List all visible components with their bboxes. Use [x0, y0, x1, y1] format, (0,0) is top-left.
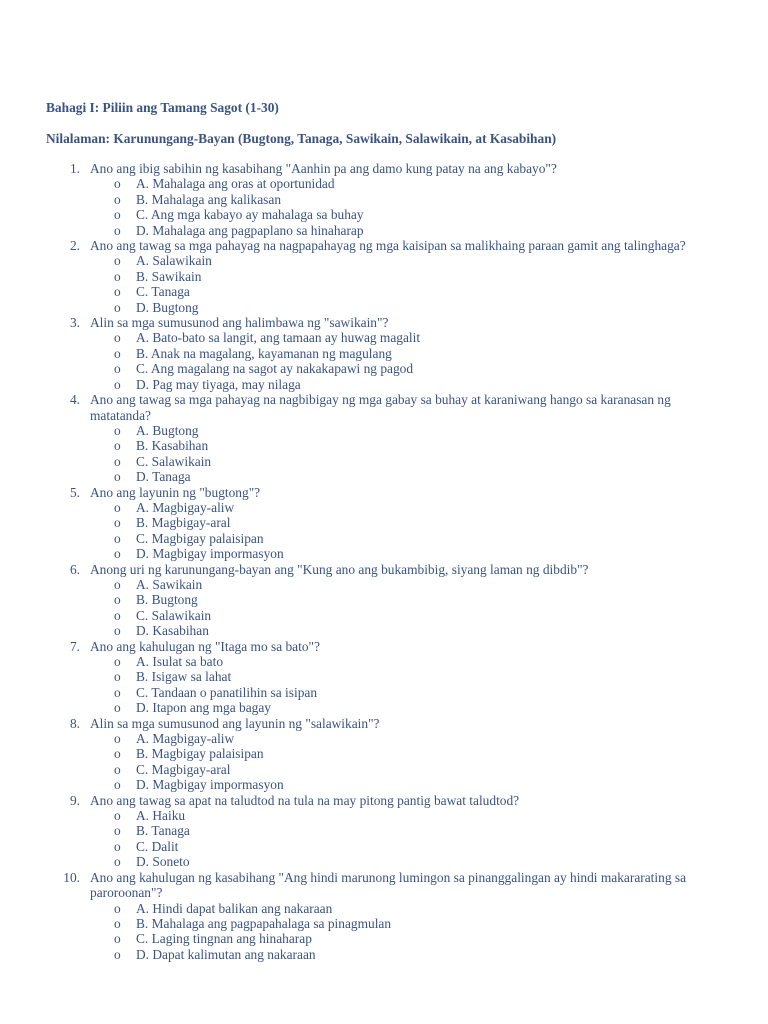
circle-bullet-icon: o [114, 761, 121, 777]
choice-item [90, 654, 690, 669]
choice-item [90, 361, 690, 376]
choice-item [90, 931, 690, 946]
question-number: 10. [63, 869, 80, 885]
choice-text: A. Magbigay-aliw [136, 731, 235, 747]
choice-item [90, 438, 690, 453]
choice-item [90, 777, 690, 792]
choice-list [90, 577, 690, 639]
question-text: Alin sa mga sumusunod ang layunin ng "salawikain"? [90, 715, 380, 731]
question-number: 3. [69, 315, 80, 331]
choice-text: C. Tandaan o panatilihin sa isipan [136, 684, 318, 700]
circle-bullet-icon: o [114, 823, 121, 839]
circle-bullet-icon: o [114, 623, 121, 639]
choice-text: D. Itapon ang mga bagay [136, 700, 271, 716]
choice-text: A. Bato-bato sa langit, ang tamaan ay huwag magalit [136, 330, 421, 346]
choice-text: B. Mahalaga ang kalikasan [136, 191, 282, 207]
choice-item [90, 346, 690, 361]
choice-item [90, 669, 690, 684]
circle-bullet-icon: o [114, 330, 121, 346]
choice-list [90, 731, 690, 793]
question-number: 1. [69, 161, 80, 176]
choice-text: B. Sawikain [136, 268, 202, 284]
choice-item [90, 823, 690, 838]
choice-text: A. Bugtong [136, 422, 199, 438]
choice-text: C. Salawikain [136, 607, 212, 623]
circle-bullet-icon: o [114, 299, 121, 315]
circle-bullet-icon: o [114, 746, 121, 762]
choice-item [90, 330, 690, 345]
choice-item [90, 608, 690, 623]
choice-list [90, 808, 690, 870]
choice-item [90, 592, 690, 607]
choice-text: C. Ang magalang na sagot ay nakakapawi ng pagod [136, 361, 414, 377]
question-number: 5. [69, 484, 80, 500]
circle-bullet-icon: o [114, 931, 121, 947]
circle-bullet-icon: o [114, 546, 121, 562]
question-item [0, 238, 690, 315]
choice-text: A. Hindi dapat balikan ang nakaraan [136, 900, 333, 916]
choice-text: A. Isulat sa bato [136, 654, 224, 669]
question-number: 2. [69, 238, 80, 254]
circle-bullet-icon: o [114, 268, 121, 284]
choice-text: A. Sawikain [136, 576, 203, 592]
circle-bullet-icon: o [114, 284, 121, 300]
choice-text: A. Haiku [136, 808, 186, 824]
choice-item [90, 947, 690, 962]
choice-text: A. Mahalaga ang oras at oportunidad [136, 176, 335, 192]
question-text: Ano ang tawag sa apat na taludtod na tula na may pitong pantig bawat taludtod? [90, 792, 520, 808]
circle-bullet-icon: o [114, 946, 121, 962]
choice-list [90, 654, 690, 716]
circle-bullet-icon: o [114, 576, 121, 592]
circle-bullet-icon: o [114, 915, 121, 931]
circle-bullet-icon: o [114, 453, 121, 469]
choice-text: C. Tanaga [136, 284, 190, 300]
choice-item [90, 700, 690, 715]
choice-text: D. Bugtong [136, 299, 199, 315]
choice-list [90, 253, 690, 315]
choice-item [90, 192, 690, 207]
circle-bullet-icon: o [114, 176, 121, 192]
question-text: Ano ang tawag sa mga pahayag na nagpapahayag ng mga kaisipan sa malikhaing paraan gamit ang talinghaga? [90, 238, 686, 254]
circle-bullet-icon: o [114, 777, 121, 793]
choice-text: D. Soneto [136, 854, 190, 870]
question-item [0, 716, 690, 793]
choice-item [90, 901, 690, 916]
circle-bullet-icon: o [114, 854, 121, 870]
choice-item [90, 839, 690, 854]
question-number: 6. [69, 561, 80, 577]
choice-item [90, 284, 690, 299]
choice-text: D. Magbigay impormasyon [136, 777, 284, 793]
choice-item [90, 577, 690, 592]
circle-bullet-icon: o [114, 345, 121, 361]
circle-bullet-icon: o [114, 222, 121, 238]
question-item [0, 315, 690, 392]
choice-text: D. Pag may tiyaga, may nilaga [136, 376, 301, 392]
choice-text: C. Laging tingnan ang hinaharap [136, 931, 312, 947]
choice-item [90, 423, 690, 438]
choice-item [90, 854, 690, 869]
circle-bullet-icon: o [114, 499, 121, 515]
question-text: Alin sa mga sumusunod ang halimbawa ng "sawikain"? [90, 315, 389, 331]
choice-text: B. Mahalaga ang pagpapahalaga sa pinagmulan [136, 915, 392, 931]
choice-item [90, 762, 690, 777]
choice-item [90, 176, 690, 191]
choice-text: D. Mahalaga ang pagpaplano sa hinaharap [136, 222, 364, 238]
part-title: Bahagi I: Piliin ang Tamang Sagot (1-30) [46, 100, 279, 115]
choice-text: D. Kasabihan [136, 623, 209, 639]
choice-item [90, 515, 690, 530]
question-text: Ano ang kahulugan ng "Itaga mo sa bato"? [90, 638, 320, 654]
choice-item [90, 808, 690, 823]
question-item [0, 161, 690, 238]
circle-bullet-icon: o [114, 253, 121, 269]
question-item [0, 793, 690, 870]
choice-text: D. Magbigay impormasyon [136, 546, 284, 562]
circle-bullet-icon: o [114, 592, 121, 608]
question-text: Anong uri ng karunungang-bayan ang "Kung ano ang bukambibig, siyang laman ng dibdib"? [90, 561, 589, 577]
circle-bullet-icon: o [114, 438, 121, 454]
question-number: 8. [69, 715, 80, 731]
choice-text: A. Magbigay-aliw [136, 499, 235, 515]
choice-list [90, 176, 690, 238]
choice-item [90, 269, 690, 284]
choice-text: C. Dalit [136, 838, 179, 854]
choice-item [90, 253, 690, 268]
circle-bullet-icon: o [114, 900, 121, 916]
content-title: Nilalaman: Karunungang-Bayan (Bugtong, Tanaga, Sawikain, Salawikain, at Kasabihan) [46, 131, 557, 146]
choice-item [90, 746, 690, 761]
question-number: 9. [69, 792, 80, 808]
circle-bullet-icon: o [114, 191, 121, 207]
choice-item [90, 454, 690, 469]
choice-list [90, 901, 690, 963]
choice-item [90, 223, 690, 238]
question-item [0, 870, 690, 962]
choice-text: C. Ang mga kabayo ay mahalaga sa buhay [136, 207, 364, 223]
question-item [0, 485, 690, 562]
question-item [0, 562, 690, 639]
choice-text: B. Magbigay-aral [136, 515, 231, 531]
circle-bullet-icon: o [114, 684, 121, 700]
choice-item [90, 546, 690, 561]
circle-bullet-icon: o [114, 669, 121, 685]
circle-bullet-icon: o [114, 515, 121, 531]
question-item [0, 392, 690, 484]
circle-bullet-icon: o [114, 469, 121, 485]
choice-item [90, 916, 690, 931]
choice-item [90, 731, 690, 746]
circle-bullet-icon: o [114, 376, 121, 392]
question-list [0, 161, 768, 962]
choice-text: C. Magbigay-aral [136, 761, 231, 777]
circle-bullet-icon: o [114, 808, 121, 824]
choice-text: B. Kasabihan [136, 438, 209, 454]
choice-text: B. Tanaga [136, 823, 190, 839]
question-number: 4. [69, 392, 80, 408]
question-number: 7. [69, 638, 80, 654]
choice-text: D. Dapat kalimutan ang nakaraan [136, 946, 316, 962]
choice-item [90, 685, 690, 700]
choice-item [90, 300, 690, 315]
question-text: Ano ang tawag sa mga pahayag na nagbibigay ng mga gabay sa buhay at karaniwang hango sa karanasan ng matatanda? [90, 392, 671, 423]
choice-text: B. Isigaw sa lahat [136, 669, 232, 685]
question-item [0, 639, 690, 716]
circle-bullet-icon: o [114, 654, 121, 669]
circle-bullet-icon: o [114, 530, 121, 546]
choice-text: B. Bugtong [136, 592, 198, 608]
question-text: Ano ang layunin ng "bugtong"? [90, 484, 261, 500]
choice-text: C. Magbigay palaisipan [136, 530, 264, 546]
choice-list [90, 500, 690, 562]
circle-bullet-icon: o [114, 838, 121, 854]
choice-text: B. Magbigay palaisipan [136, 746, 264, 762]
circle-bullet-icon: o [114, 607, 121, 623]
choice-text: C. Salawikain [136, 453, 212, 469]
choice-list [90, 423, 690, 485]
circle-bullet-icon: o [114, 700, 121, 716]
circle-bullet-icon: o [114, 361, 121, 377]
choice-text: B. Anak na magalang, kayamanan ng magulang [136, 345, 392, 361]
circle-bullet-icon: o [114, 731, 121, 747]
choice-item [90, 469, 690, 484]
choice-item [90, 500, 690, 515]
choice-item [90, 531, 690, 546]
circle-bullet-icon: o [114, 207, 121, 223]
choice-item [90, 623, 690, 638]
question-text: Ano ang ibig sabihin ng kasabihang "Aanhin pa ang damo kung patay na ang kabayo"? [90, 161, 557, 176]
circle-bullet-icon: o [114, 422, 121, 438]
choice-item [90, 377, 690, 392]
choice-list [90, 330, 690, 392]
question-text: Ano ang kahulugan ng kasabihang "Ang hindi marunong lumingon sa pinanggalingan ay hindi makararating sa paroroonan"? [90, 869, 687, 901]
choice-text: D. Tanaga [136, 469, 191, 485]
choice-text: A. Salawikain [136, 253, 212, 269]
choice-item [90, 207, 690, 222]
